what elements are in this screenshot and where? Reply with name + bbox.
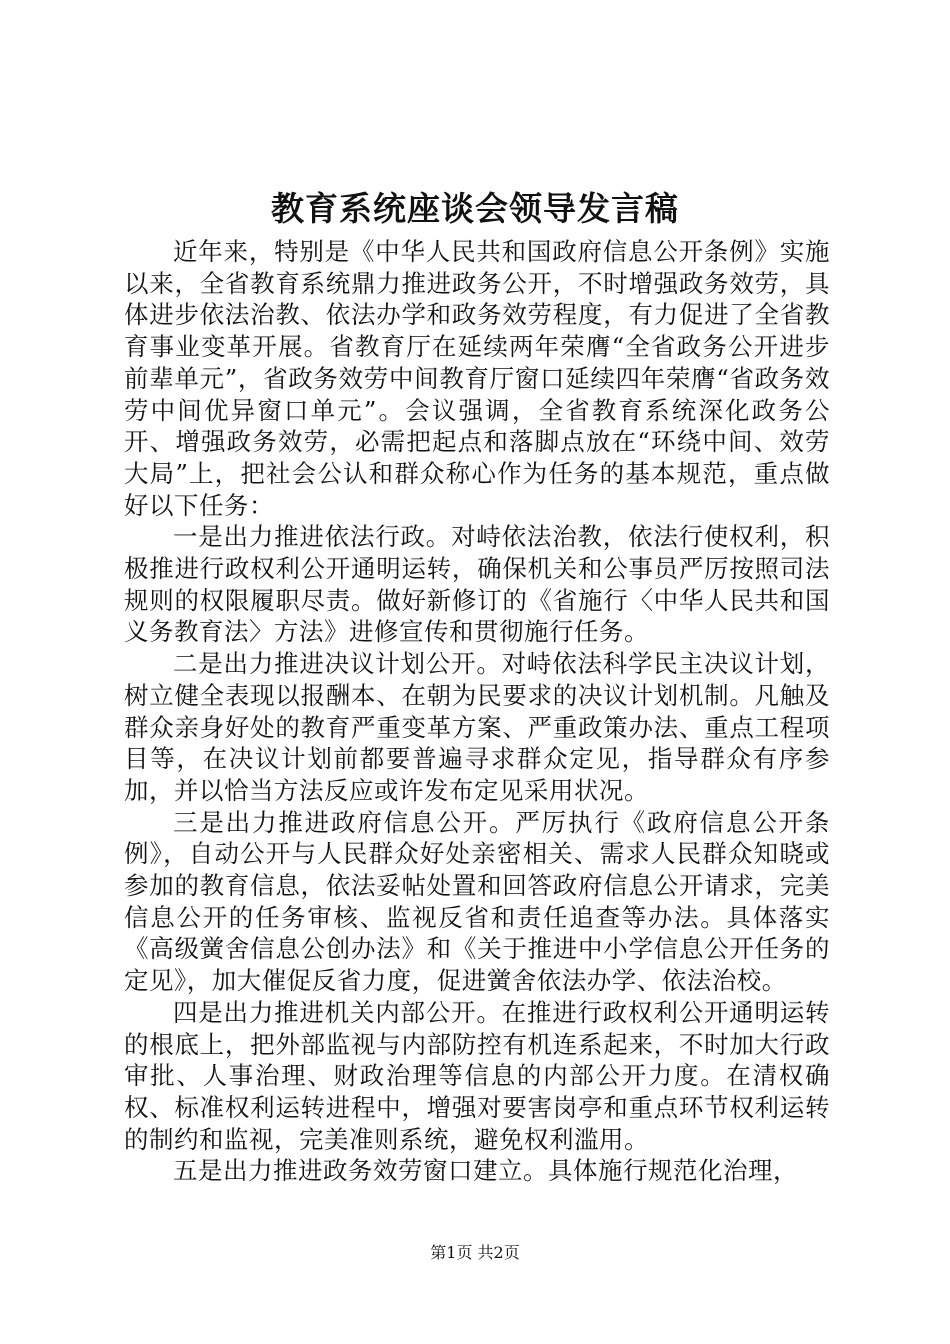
paragraph-five: 五是出力推进政务效劳窗口建立。具体施行规范化治理， <box>173 1156 798 1186</box>
document-title: 教育系统座谈会领导发言稿 <box>271 189 679 228</box>
paragraph-three: 三是出力推进政府信息公开。严厉执行《政府信息公开条例》，自动公开与人民群众好处亲密相关、需求人民群众知晓或参加的教育信息，依法妥帖处置和回答政府信息公开请求，完美信息公开的任务审核、监视反省和责任追查等办法。具体落实《高级黉舍信息公创办法》和《关于推进中小学信息公开任务的定见》，加大催促反省力度，促进黉舍依法办学、依法治校。 <box>124 807 830 996</box>
paragraph-one: 一是出力推进依法行政。对峙依法治教，依法行使权利，积极推进行政权利公开通明运转，确保机关和公事员严厉按照司法规则的权限履职尽责。做好新修订的《省施行〈中华人民共和国义务教育法〉方法》进修宣传和贯彻施行任务。 <box>124 522 830 647</box>
paragraph-two: 二是出力推进决议计划公开。对峙依法科学民主决议计划，树立健全表现以报酬本、在朝为民要求的决议计划机制。凡触及群众亲身好处的教育严重变革方案、严重政策办法、重点工程项目等，在决议计划前都要普遍寻求群众定见，指导群众有序参加，并以恰当方法反应或许发布定见采用状况。 <box>124 649 830 805</box>
paragraph-intro: 近年来，特别是《中华人民共和国政府信息公开条例》实施以来，全省教育系统鼎力推进政务公开，不时增强政务效劳，具体进步依法治教、依法办学和政务效劳程度，有力促进了全省教育事业变革开展。省教育厅在延续两年荣膺“全省政务公开进步前辈单元”，省政务效劳中间教育厅窗口延续四年荣膺“省政务效劳中间优异窗口单元”。会议强调，全省教育系统深化政务公开、增强政务效劳，必需把起点和落脚点放在“环绕中间、效劳大局”上，把社会公认和群众称心作为任务的基本规范，重点做好以下任务： <box>124 237 830 520</box>
paragraph-four: 四是出力推进机关内部公开。在推进行政权利公开通明运转的根底上，把外部监视与内部防控有机连系起来，不时加大行政审批、人事治理、财政治理等信息的内部公开力度。在清权确权、标准权利运转进程中，增强对要害岗亭和重点环节权利运转的制约和监视，完美准则系统，避免权利滥用。 <box>124 997 830 1154</box>
document-body <box>124 236 830 1187</box>
page-number-footer: 第1页 共2页 <box>430 1243 520 1262</box>
